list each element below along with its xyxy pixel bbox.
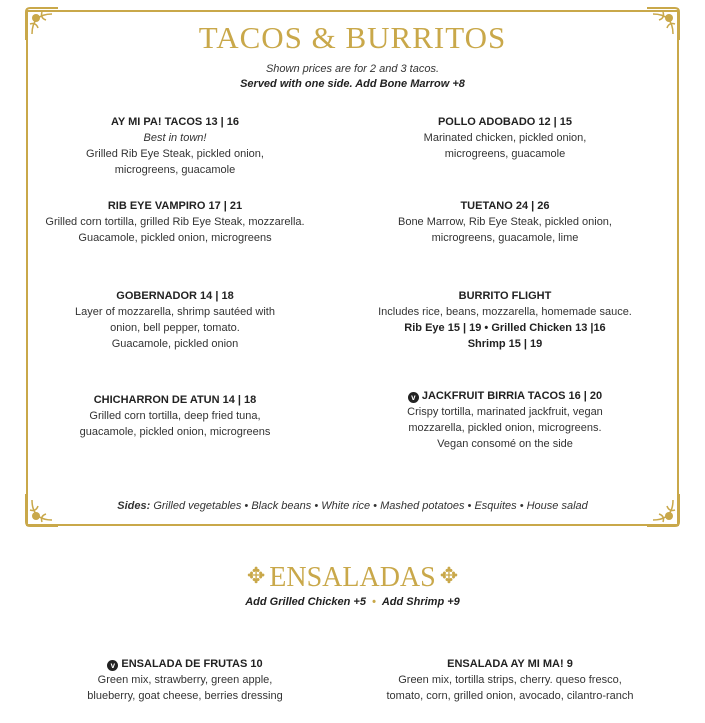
section-title-tacos: TACOS & BURRITOS	[198, 20, 507, 55]
item-desc: microgreens, guacamole, lime	[431, 232, 579, 244]
menu-item	[350, 288, 660, 352]
menu-item	[30, 198, 320, 246]
item-desc: onion, bell pepper, tomato.	[110, 322, 240, 334]
item-desc: Grilled Rib Eye Steak, pickled onion,	[86, 148, 264, 160]
sides-label: Sides:	[117, 500, 151, 512]
item-desc: Grilled corn tortilla, grilled Rib Eye Steak, mozzarella.	[45, 216, 305, 228]
item-desc: microgreens, guacamole	[114, 164, 236, 176]
item-desc: Green mix, strawberry, green apple,	[97, 674, 273, 686]
price-note: Shown prices are for 2 and 3 tacos.	[265, 63, 440, 75]
item-name: ENSALADA AY MI MA! 9	[447, 658, 573, 670]
sides-line	[0, 500, 705, 512]
salad-addons	[0, 596, 705, 608]
item-desc: Crispy tortilla, marinated jackfruit, vegan	[407, 406, 603, 418]
item-name: ENSALADA DE FRUTAS 10	[121, 658, 263, 670]
item-desc: Layer of mozzarella, shrimp sautéed with	[75, 306, 275, 318]
item-name: CHICHARRON DE ATUN 14 | 18	[93, 394, 257, 406]
item-desc: Marinated chicken, pickled onion,	[423, 132, 587, 144]
addon-shrimp: Add Shrimp +9	[381, 596, 460, 608]
section-title-ensaladas	[0, 562, 705, 594]
item-desc: blueberry, goat cheese, berries dressing	[87, 690, 283, 702]
item-desc: Bone Marrow, Rib Eye Steak, pickled onion,	[397, 216, 612, 228]
menu-item	[365, 388, 645, 452]
item-price-options: Rib Eye 15 | 19 • Grilled Chicken 13 |16	[404, 322, 606, 334]
item-desc: mozzarella, pickled onion, microgreens.	[408, 422, 602, 434]
menu-item	[40, 288, 310, 352]
item-name: RIB EYE VAMPIRO 17 | 21	[107, 200, 243, 212]
separator-dot: •	[371, 596, 376, 608]
item-desc: Grilled corn tortilla, deep fried tuna,	[89, 410, 261, 422]
item-desc: tomato, corn, grilled onion, avocado, cilantro-ranch	[386, 690, 634, 702]
sides-list: Grilled vegetables • Black beans • White rice • Mashed potatoes • Esquites • House salad	[153, 500, 588, 512]
item-desc: microgreens, guacamole	[444, 148, 566, 160]
item-tagline: Best in town!	[143, 132, 207, 144]
menu-item	[60, 656, 310, 704]
item-desc: Guacamole, pickled onion, microgreens	[78, 232, 272, 244]
item-desc: Includes rice, beans, mozzarella, homemade sauce.	[378, 306, 632, 318]
flourish-icon: ✥	[439, 563, 459, 588]
menu-item	[40, 392, 310, 440]
serving-note: Served with one side. Add Bone Marrow +8	[240, 78, 465, 90]
item-name: TUETANO 24 | 26	[460, 200, 550, 212]
flourish-icon: ✥	[246, 563, 266, 588]
item-desc: Green mix, tortilla strips, cherry. queso fresco,	[398, 674, 622, 686]
item-name: GOBERNADOR 14 | 18	[116, 290, 234, 302]
ensaladas-title: ENSALADAS	[269, 562, 436, 593]
addon-chicken: Add Grilled Chicken +5	[245, 596, 366, 608]
menu-item	[365, 114, 645, 162]
item-name: AY MI PA! TACOS 13 | 16	[111, 116, 239, 128]
item-desc: Guacamole, pickled onion	[111, 338, 239, 350]
menu-item	[40, 114, 310, 178]
item-name: POLLO ADOBADO 12 | 15	[437, 116, 573, 128]
item-price-options: Shrimp 15 | 19	[467, 338, 543, 350]
item-name: BURRITO FLIGHT	[458, 290, 552, 302]
menu-item	[365, 198, 645, 246]
menu-item	[360, 656, 660, 704]
item-name: JACKFRUIT BIRRIA TACOS 16 | 20	[421, 390, 603, 402]
vegan-icon: v	[408, 392, 419, 403]
vegan-icon: v	[107, 660, 118, 671]
item-desc: Vegan consomé on the side	[437, 438, 573, 450]
item-desc: guacamole, pickled onion, microgreens	[79, 426, 271, 438]
